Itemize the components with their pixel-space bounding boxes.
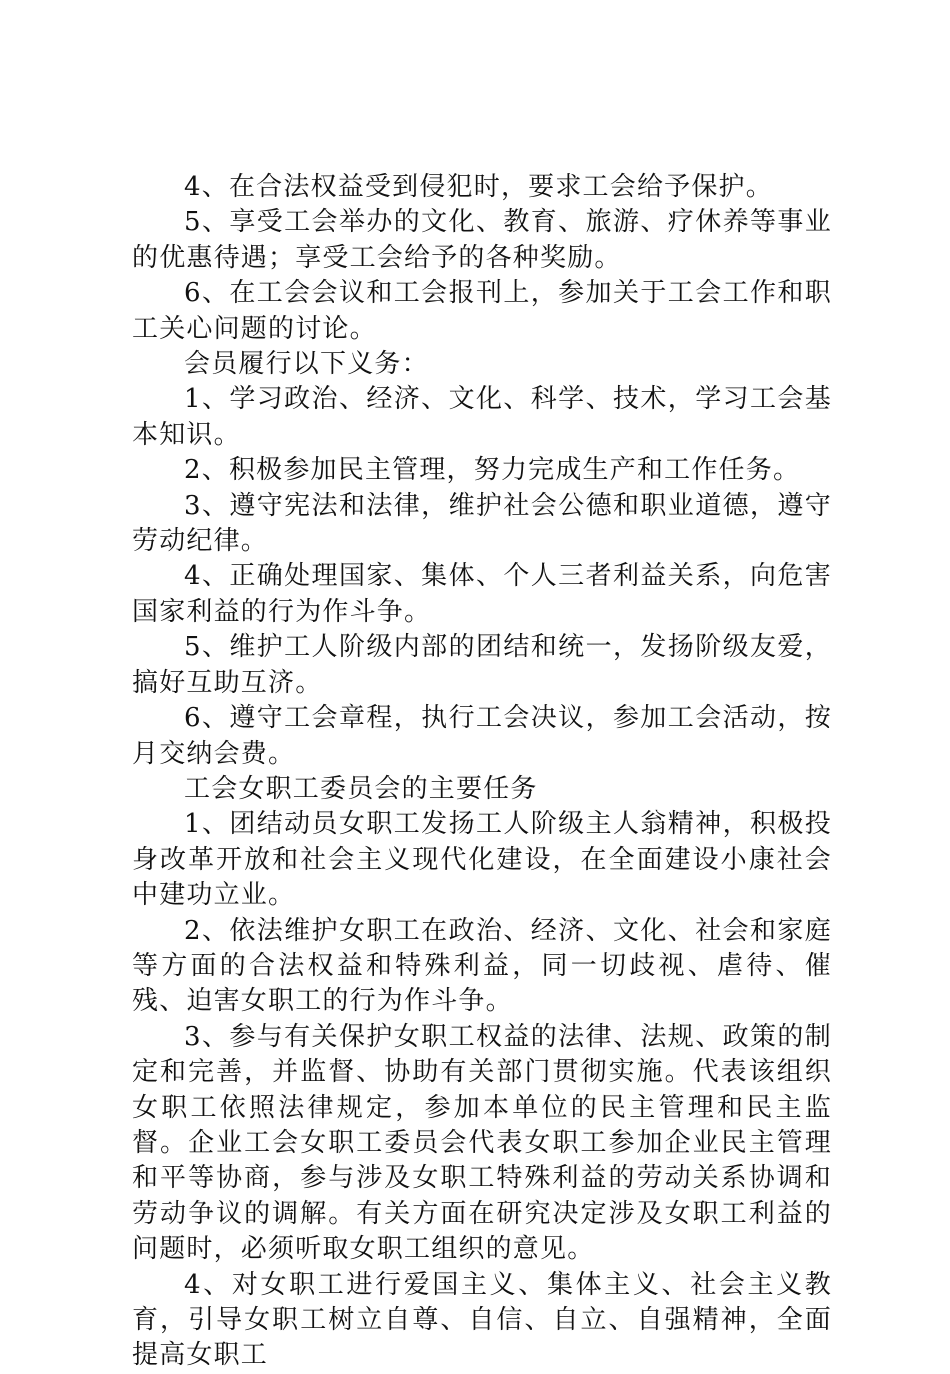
paragraph-obligation-1: 1、学习政治、经济、文化、科学、技术，学习工会基本知识。 [132, 384, 832, 450]
paragraph-obligation-4: 4、正确处理国家、集体、个人三者利益关系，向危害国家利益的行为作斗争。 [132, 561, 832, 627]
paragraph-task-1: 1、团结动员女职工发扬工人阶级主人翁精神，积极投身改革开放和社会主义现代化建设，在全面建设小康社会中建功立业。 [132, 809, 832, 911]
paragraph-obligation-2: 2、积极参加民主管理，努力完成生产和工作任务。 [184, 455, 801, 486]
paragraph-task-3: 3、参与有关保护女职工权益的法律、法规、政策的制定和完善，并监督、协助有关部门贯彻实施。代表该组织女职工依照法律规定，参加本单位的民主管理和民主监督。企业工会女职工委员会代表女职工参加企业民主管理和平等协商，参与涉及女职工特殊利益的劳动关系协调和劳动争议的调解。有关方面在研究决定涉及女职工利益的问题时，必须听取女职工组织的意见。 [132, 1021, 832, 1265]
heading-member-obligations: 会员履行以下义务： [184, 349, 429, 380]
document-body [132, 170, 832, 1374]
paragraph-obligation-3: 3、遵守宪法和法律，维护社会公德和职业道德，遵守劳动纪律。 [132, 490, 832, 557]
paragraph-member-right-6: 6、在工会会议和工会报刊上，参加关于工会工作和职工关心问题的讨论。 [132, 278, 832, 344]
heading-women-committee-tasks: 工会女职工委员会的主要任务 [184, 773, 538, 804]
paragraph-obligation-6: 6、遵守工会章程，执行工会决议，参加工会活动，按月交纳会费。 [132, 703, 832, 769]
paragraph-task-4: 4、对女职工进行爱国主义、集体主义、社会主义教育，引导女职工树立自尊、自信、自立、自强精神，全面提高女职工 [132, 1269, 832, 1371]
paragraph-obligation-5: 5、维护工人阶级内部的团结和统一，发扬阶级友爱，搞好互助互济。 [132, 632, 832, 698]
paragraph-member-right-4: 4、在合法权益受到侵犯时，要求工会给予保护。 [184, 172, 773, 202]
paragraph-task-2: 2、依法维护女职工在政治、经济、文化、社会和家庭等方面的合法权益和特殊利益，同一切歧视、虐待、催残、迫害女职工的行为作斗争。 [132, 915, 832, 1017]
paragraph-member-right-5: 5、享受工会举办的文化、教育、旅游、疗休养等事业的优惠待遇；享受工会给予的各种奖励。 [132, 207, 832, 273]
